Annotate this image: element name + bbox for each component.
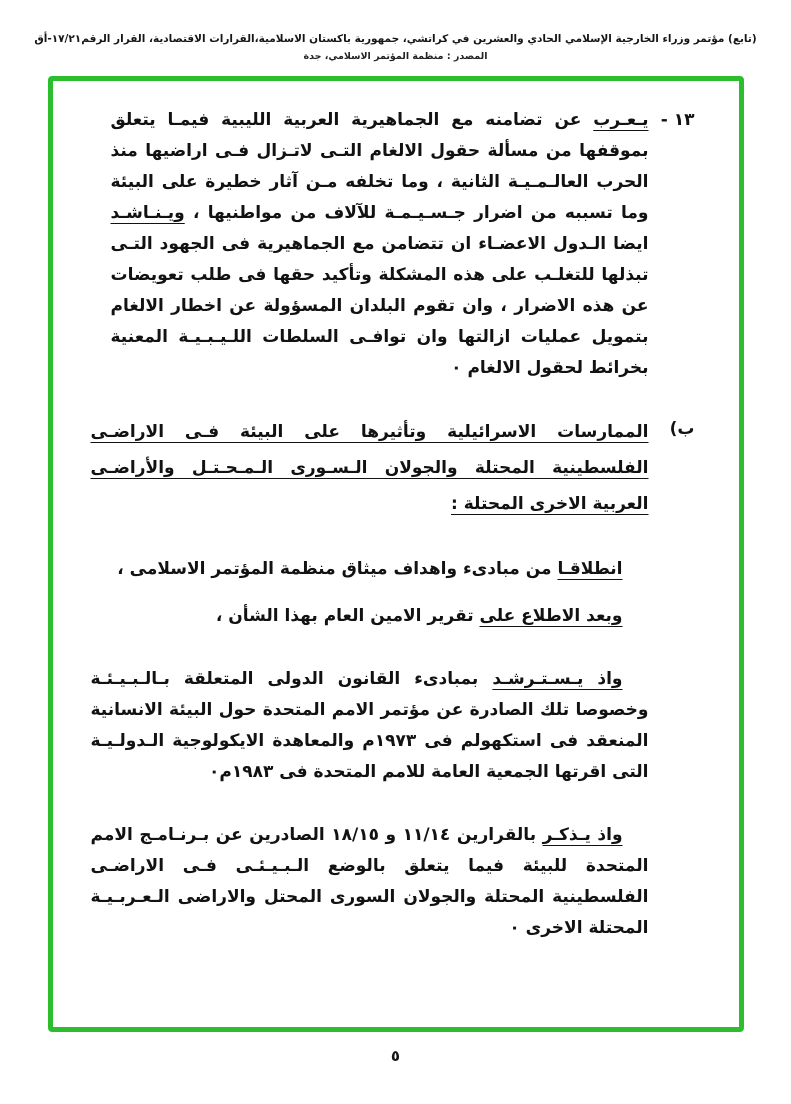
underlined-lead-baad-alittilaa: وبعد الاطلاع على — [479, 605, 623, 626]
document-header — [0, 0, 791, 62]
underlined-lead-yudhakkir: واذ يـذكـر — [542, 824, 623, 845]
text-segment: بمبادىء القانون الدولى المتعلقة بـالـبـيـئـة وخصوصا تلك الصادرة عن مؤتمر الامم المتحدة حول البيئة الانسانية المنعقد فى استكهولم فى ١٩٧٣م والمعاهدة الايكولوجية الـدولـيـة التى اقرتها الجمعية العامة للامم المتحدة فى ١٩٨٣م٠ — [90, 668, 649, 782]
underlined-lead-yastarshid: واذ يـسـتـرشـد — [492, 668, 623, 689]
preamble-paragraph-2 — [91, 601, 649, 632]
page-footer — [0, 1046, 791, 1065]
section-b-title — [91, 414, 649, 522]
text-segment: من مبادىء واهداف ميثاق منظمة المؤتمر الاسلامى ، — [117, 558, 558, 579]
text-segment: عن تضامنه مع الجماهيرية العربية الليبية فيمـا يتعلق بموقفها من مسألة حقول الالغام التـى لاتـزال فـى اراضيها منذ الحرب العالـمـيـة الثانية ، وما تخلفه مـن آثار خطيرة على البيئة وما تسببه من اضرار جـسـيـمـة للآلاف من مواطنيها ، — [110, 109, 649, 223]
text-segment: ايضا الـدول الاعضـاء ان تتضامن مع الجماهيرية فى الجهود التـى تبذلها للتغلـب على هذه المشكلة وتأكيد حقها فى طلب تعويضات عن هذه الاضرار ، وان تقوم البلدان المسؤولة عن اخطار الالغام بتمويل عمليات ازالتها وان توافـى السلطات اللـيـبـيـة المعنية بخرائط لحقول الالغام ٠ — [110, 233, 649, 378]
underlined-heading-text: الممارسات الاسرائيلية وتأثيرها على البيئة فـى الاراضـى الفلسطينية المحتلة والجولان الـسـورى الـمـحـتـل والأراضـى العربية الاخرى المحتلة : — [90, 421, 649, 514]
text-segment: تقرير الامين العام بهذا الشأن ، — [215, 605, 480, 626]
text-segment: بالقرارين ١١/١٤ و ١٨/١٥ الصادرين عن بـرنـامـج الامم المتحدة للبيئة فيما يتعلق بالوضع الـبـيـئـى فـى الاراضـى الفلسطينية المحتلة والجولان السورى المحتل والاراضى الـعـربـيـة المحتلة الاخرى ٠ — [90, 824, 649, 938]
document-body — [91, 105, 695, 944]
preamble-paragraph-4 — [91, 820, 649, 944]
header-source-line: المصدر : منظمة المؤتمر الاسلامي، جدة — [303, 50, 488, 62]
item-13-number: ١٣ - — [660, 109, 695, 130]
page-number: ٥ — [390, 1046, 401, 1065]
header-citation-line: (تابع) مؤتمر وزراء الخارجية الإسلامي الحادي والعشرين في كراتشي، جمهورية باكستان الاسلامية،القرارات الاقتصادية، القرار الرقم١٧/٢١-أق — [34, 33, 757, 45]
section-b-heading — [91, 414, 695, 522]
preamble-paragraph-3 — [91, 664, 649, 788]
item-13-text — [111, 105, 649, 384]
section-b-marker: ب) — [669, 418, 695, 439]
underlined-lead-intilaqan: انطلاقـا — [557, 558, 623, 579]
resolution-item-13 — [91, 105, 695, 384]
underlined-phrase-yunashid: ويـنـاشـد — [110, 202, 185, 223]
preamble-paragraph-1 — [91, 554, 649, 585]
underlined-phrase-yuarib: يـعـرب — [593, 109, 649, 130]
green-frame — [48, 76, 744, 1032]
